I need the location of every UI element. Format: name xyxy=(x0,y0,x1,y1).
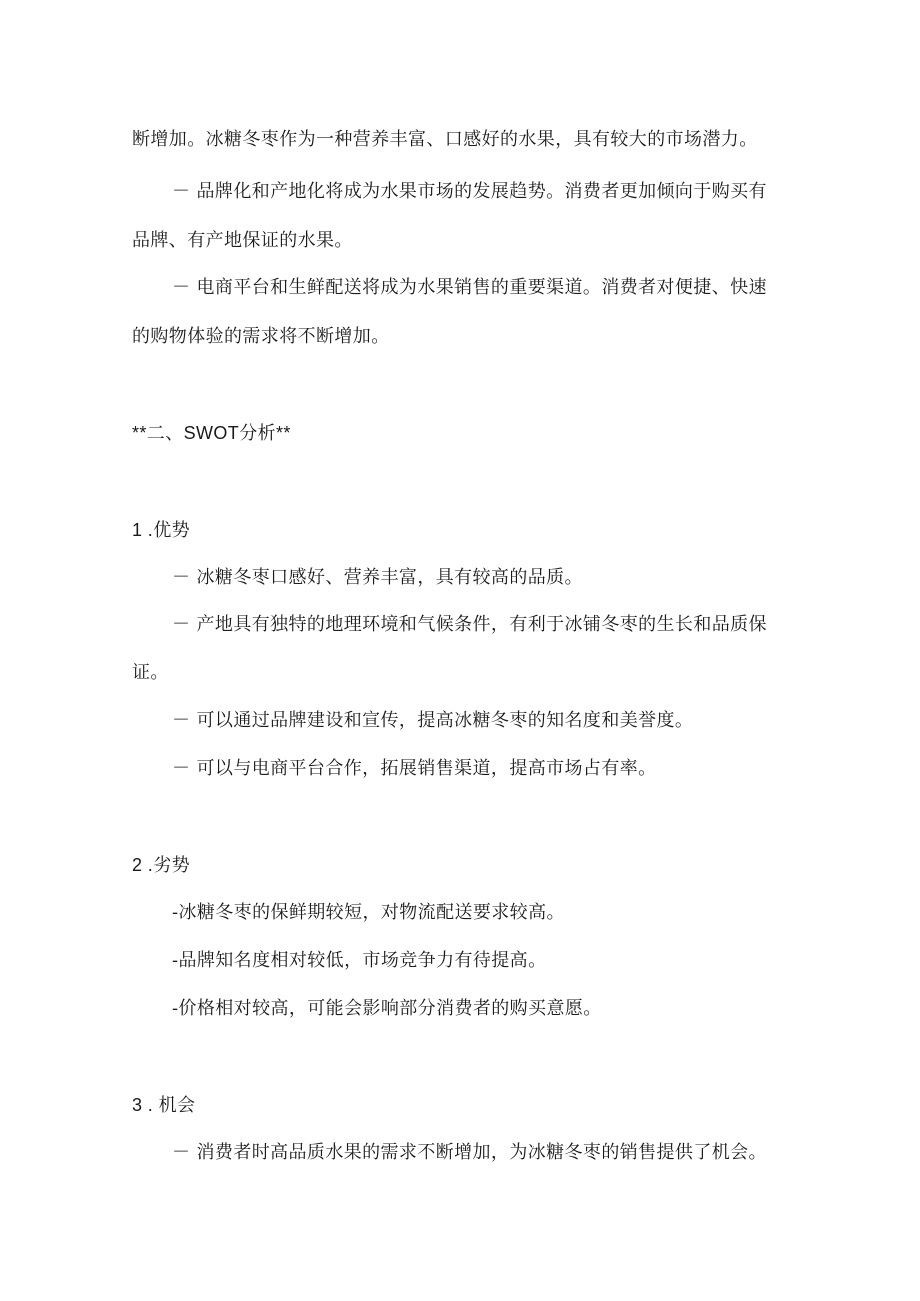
list-item-continuation: 证。 xyxy=(132,662,169,683)
list-item: -冰糖冬枣的保鲜期较短，对物流配送要求较高。 xyxy=(172,902,565,923)
list-item: － 可以与电商平台合作，拓展销售渠道，提高市场占有率。 xyxy=(172,758,657,779)
paragraph-line: 品牌、有产地保证的水果。 xyxy=(132,230,353,251)
paragraph-line: 的购物体验的需求将不断增加。 xyxy=(132,326,390,347)
list-item: － 产地具有独特的地理环境和气候条件，有利于冰铺冬枣的生长和品质保 xyxy=(172,614,767,635)
section-heading: **二、SWOT分析** xyxy=(132,423,291,443)
list-item: － 冰糖冬枣口感好、营养丰富，具有较高的品质。 xyxy=(172,567,583,588)
subsection-heading-strengths: 1 .优势 xyxy=(132,520,191,540)
list-item: -价格相对较高，可能会影响部分消费者的购买意愿。 xyxy=(172,998,602,1019)
paragraph-line: － 电商平台和生鲜配送将成为水果销售的重要渠道。消费者对便捷、快速 xyxy=(172,277,767,298)
list-item: -品牌知名度相对较低，市场竞争力有待提高。 xyxy=(172,950,547,971)
subsection-heading-weaknesses: 2 .劣势 xyxy=(132,855,191,875)
paragraph-line: 断增加。冰糖冬枣作为一种营养丰富、口感好的水果，具有较大的市场潜力。 xyxy=(132,129,758,150)
list-item: － 可以通过品牌建设和宣传，提高冰糖冬枣的知名度和美誉度。 xyxy=(172,710,694,731)
subsection-heading-opportunities: 3 . 机会 xyxy=(132,1095,196,1115)
paragraph-line: － 品牌化和产地化将成为水果市场的发展趋势。消费者更加倾向于购买有 xyxy=(172,181,767,202)
list-item: － 消费者时高品质水果的需求不断增加，为冰糖冬枣的销售提供了机会。 xyxy=(172,1142,767,1163)
